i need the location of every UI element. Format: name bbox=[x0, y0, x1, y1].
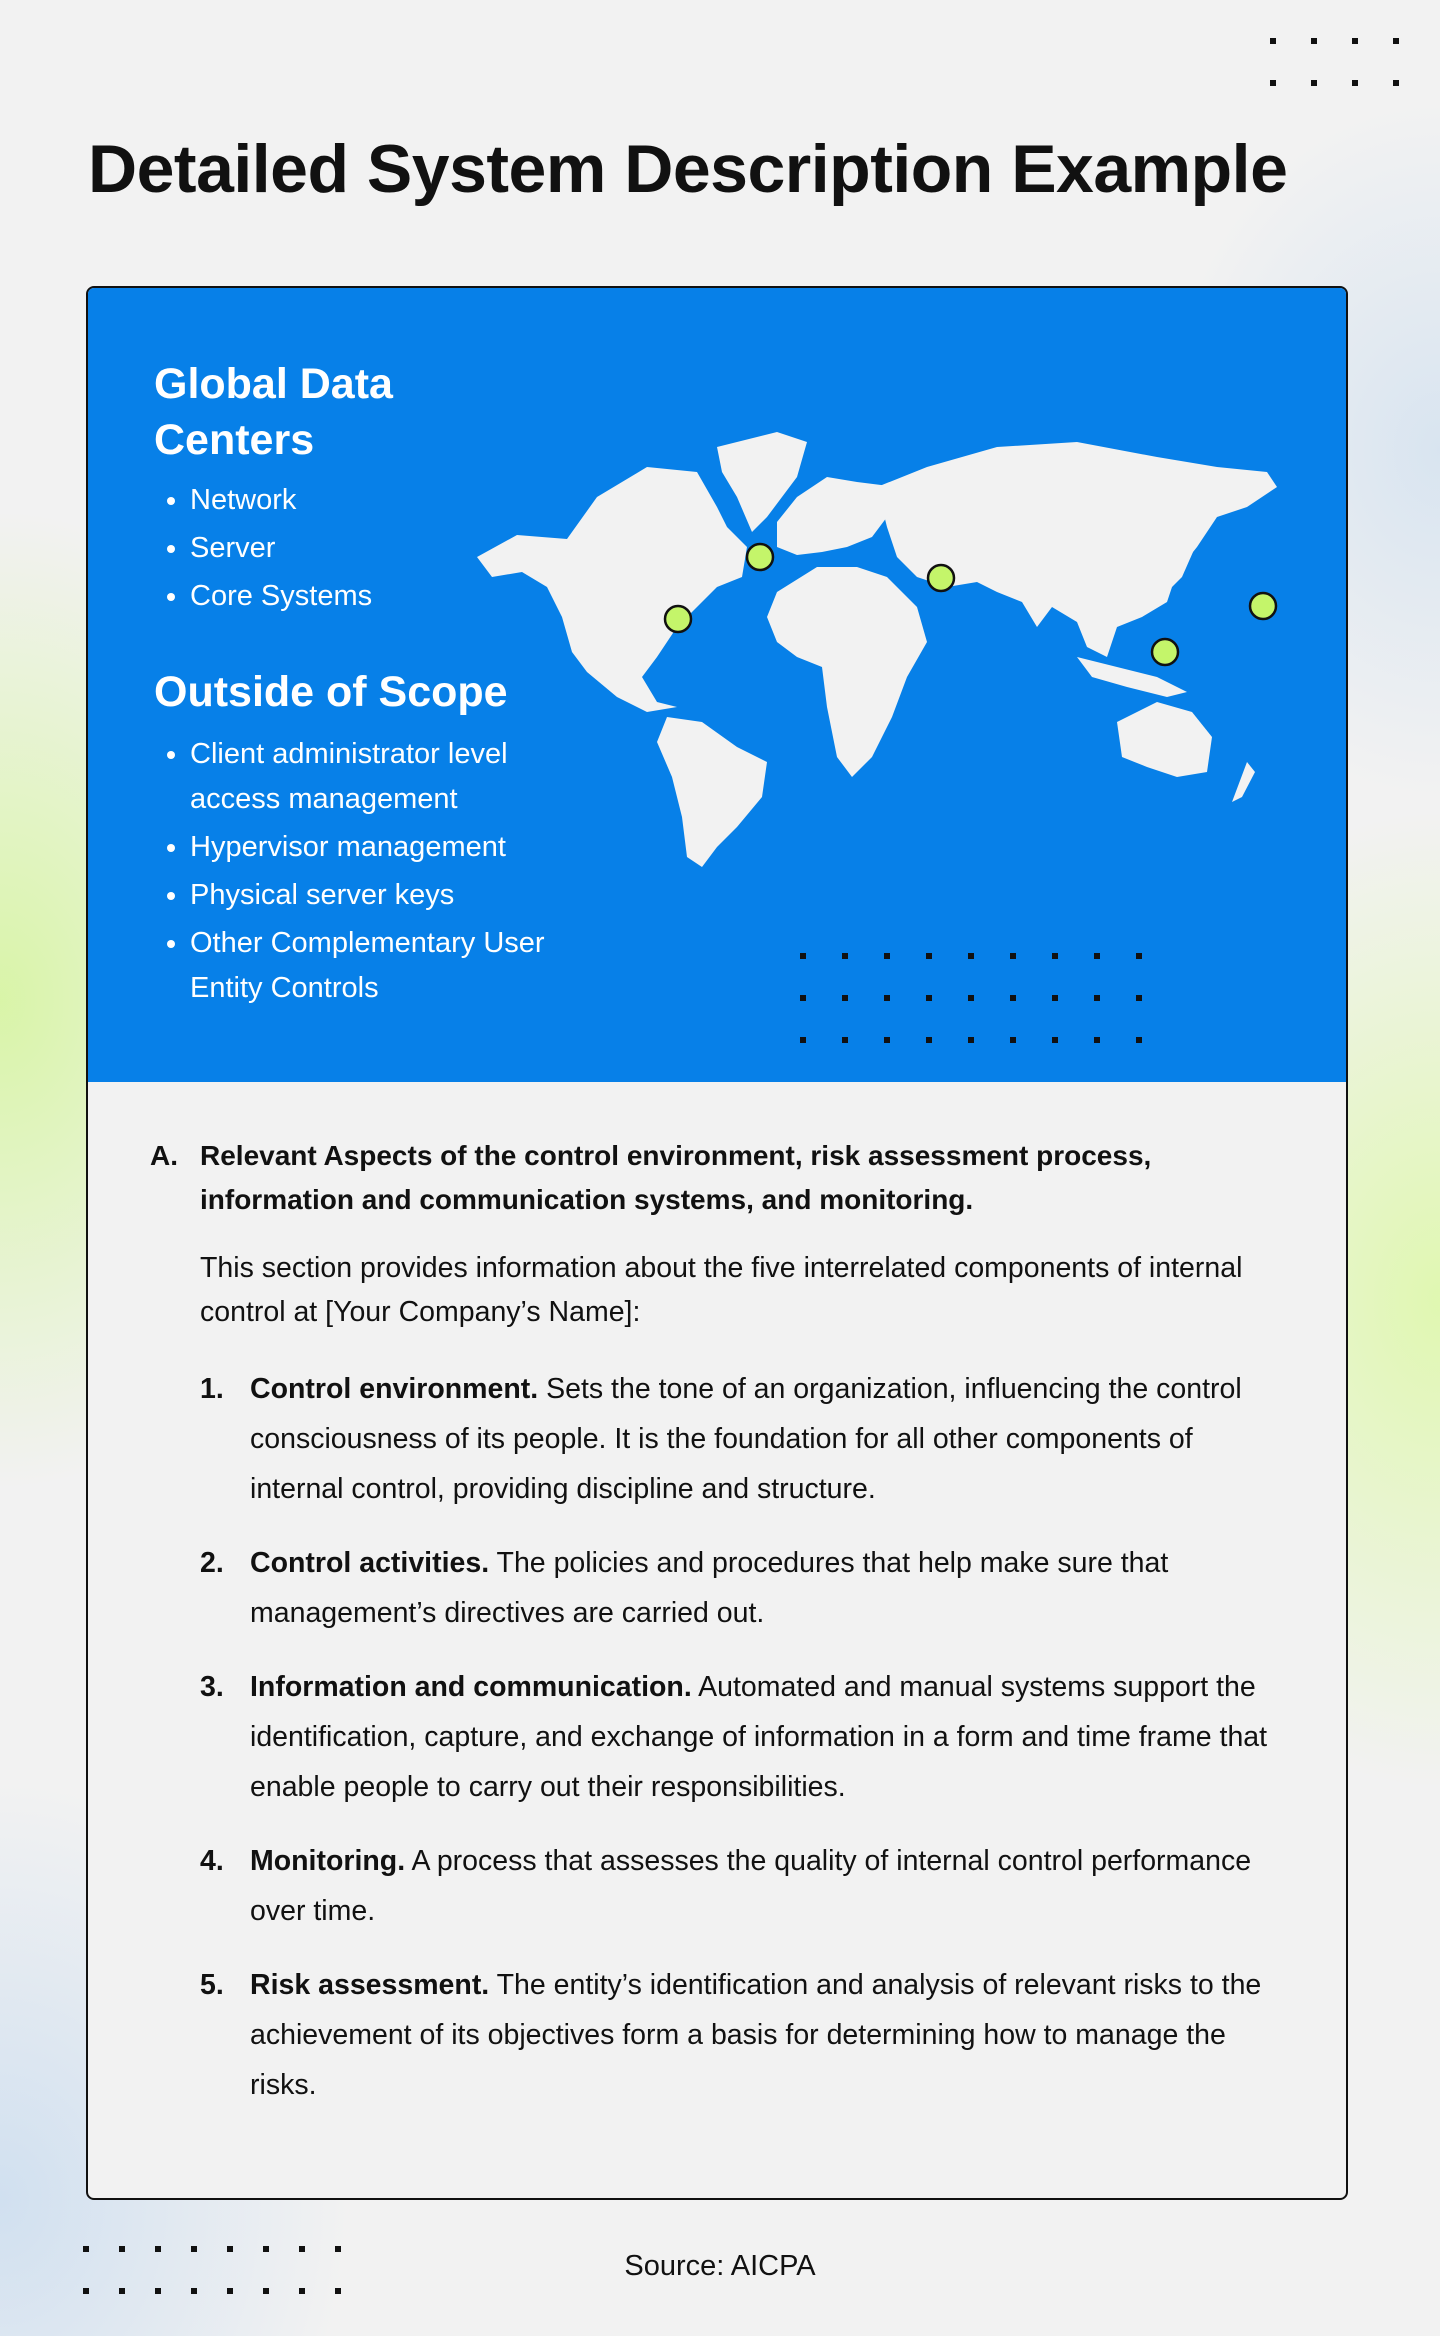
decorative-dot bbox=[1010, 953, 1016, 959]
list-item: • Other Complementary User Entity Controls bbox=[190, 921, 570, 1011]
list-item: • Server bbox=[190, 526, 372, 571]
decorative-dot bbox=[1136, 995, 1142, 1001]
item-term: Control activities. bbox=[250, 1547, 490, 1579]
decorative-dot bbox=[800, 995, 806, 1001]
map-marker-japan bbox=[1250, 593, 1276, 619]
section-intro: This section provides information about the five interrelated components of internal control at [Your Company’s Name]: bbox=[200, 1252, 1243, 1328]
item-text: The policies and procedures that help make sure that management’s directives are carried out. bbox=[250, 1547, 1169, 1629]
decorative-dot bbox=[968, 953, 974, 959]
components-list bbox=[200, 1364, 1270, 2134]
decorative-dots-panel bbox=[800, 953, 1142, 1043]
decorative-dot bbox=[884, 953, 890, 959]
item-number: 1. bbox=[200, 1373, 224, 1405]
item-text: The entity’s identification and analysis of relevant risks to the achievement of its objectives form a basis for determining how to manage the risks. bbox=[250, 1969, 1262, 2101]
decorative-dot bbox=[1010, 1037, 1016, 1043]
system-description-card bbox=[86, 286, 1348, 2200]
section-label: A. bbox=[150, 1140, 178, 1171]
item-number: 3. bbox=[200, 1671, 224, 1703]
section-heading-text: Relevant Aspects of the control environment, risk assessment process, information and communication systems, and monitoring. bbox=[200, 1140, 1152, 1215]
item-term: Risk assessment. bbox=[250, 1969, 490, 2001]
item-text: Automated and manual systems support the identification, capture, and exchange of information in a form and time frame that enable people to carry out their responsibilities. bbox=[250, 1671, 1268, 1803]
list-item bbox=[200, 1364, 1270, 1514]
decorative-dot bbox=[1094, 995, 1100, 1001]
in-scope-heading: Global Data Centers bbox=[154, 360, 393, 464]
decorative-dot bbox=[1136, 953, 1142, 959]
map-marker-north-america-east bbox=[747, 544, 773, 570]
list-item bbox=[200, 1836, 1270, 1936]
decorative-dot bbox=[800, 953, 806, 959]
list-item: • Network bbox=[190, 478, 372, 523]
decorative-dot bbox=[968, 995, 974, 1001]
decorative-dot bbox=[191, 2288, 197, 2294]
decorative-dot bbox=[1136, 1037, 1142, 1043]
decorative-dot bbox=[1393, 80, 1399, 86]
item-text: A process that assesses the quality of internal control performance over time. bbox=[250, 1845, 1252, 1927]
decorative-dot bbox=[335, 2288, 341, 2294]
decorative-dot bbox=[83, 2288, 89, 2294]
list-item: • Core Systems bbox=[190, 574, 372, 619]
decorative-dot bbox=[1094, 953, 1100, 959]
decorative-dot bbox=[842, 995, 848, 1001]
decorative-dot bbox=[1270, 80, 1276, 86]
in-scope-list bbox=[154, 478, 372, 622]
list-item: • Hypervisor management bbox=[190, 825, 570, 870]
decorative-dot bbox=[884, 995, 890, 1001]
decorative-dot bbox=[800, 1037, 806, 1043]
scope-panel bbox=[88, 288, 1346, 1082]
decorative-dot bbox=[842, 1037, 848, 1043]
decorative-dot bbox=[1052, 995, 1058, 1001]
decorative-dots-top bbox=[1270, 38, 1399, 86]
decorative-dot bbox=[1094, 1037, 1100, 1043]
item-number: 5. bbox=[200, 1969, 224, 2001]
decorative-dot bbox=[1311, 38, 1317, 44]
item-number: 4. bbox=[200, 1845, 224, 1877]
decorative-dot bbox=[1393, 38, 1399, 44]
decorative-dot bbox=[926, 995, 932, 1001]
item-term: Monitoring. bbox=[250, 1845, 406, 1877]
decorative-dot bbox=[1052, 953, 1058, 959]
decorative-dot bbox=[968, 1037, 974, 1043]
list-item: • Physical server keys bbox=[190, 873, 570, 918]
source-caption: Source: AICPA bbox=[624, 2250, 816, 2282]
decorative-dot bbox=[227, 2288, 233, 2294]
world-map bbox=[477, 427, 1307, 867]
decorative-dot bbox=[1010, 995, 1016, 1001]
page-title: Detailed System Description Example bbox=[88, 131, 1288, 207]
item-term: Information and communication. bbox=[250, 1671, 692, 1703]
decorative-dot bbox=[842, 953, 848, 959]
decorative-dot bbox=[1270, 38, 1276, 44]
decorative-dot bbox=[884, 1037, 890, 1043]
decorative-dot bbox=[119, 2288, 125, 2294]
map-marker-southeast-asia bbox=[1152, 639, 1178, 665]
decorative-dot bbox=[1052, 1037, 1058, 1043]
list-item bbox=[200, 1960, 1270, 2110]
decorative-dot bbox=[263, 2288, 269, 2294]
map-marker-europe bbox=[928, 565, 954, 591]
decorative-dot bbox=[926, 953, 932, 959]
section-heading bbox=[150, 1134, 1250, 1222]
decorative-dot bbox=[299, 2288, 305, 2294]
decorative-dot bbox=[926, 1037, 932, 1043]
item-text: Sets the tone of an organization, influencing the control consciousness of its people. It is the foundation for all other components of internal control, providing discipline and structure. bbox=[250, 1373, 1242, 1505]
list-item: • Client administrator level access management bbox=[190, 732, 570, 822]
list-item bbox=[200, 1662, 1270, 1812]
decorative-dot bbox=[1352, 38, 1358, 44]
list-item bbox=[200, 1538, 1270, 1638]
map-marker-north-america-west bbox=[665, 606, 691, 632]
decorative-dot bbox=[155, 2288, 161, 2294]
out-of-scope-heading: Outside of Scope bbox=[154, 668, 508, 716]
item-number: 2. bbox=[200, 1547, 224, 1579]
item-term: Control environment. bbox=[250, 1373, 539, 1405]
decorative-dot bbox=[1352, 80, 1358, 86]
decorative-dot bbox=[1311, 80, 1317, 86]
